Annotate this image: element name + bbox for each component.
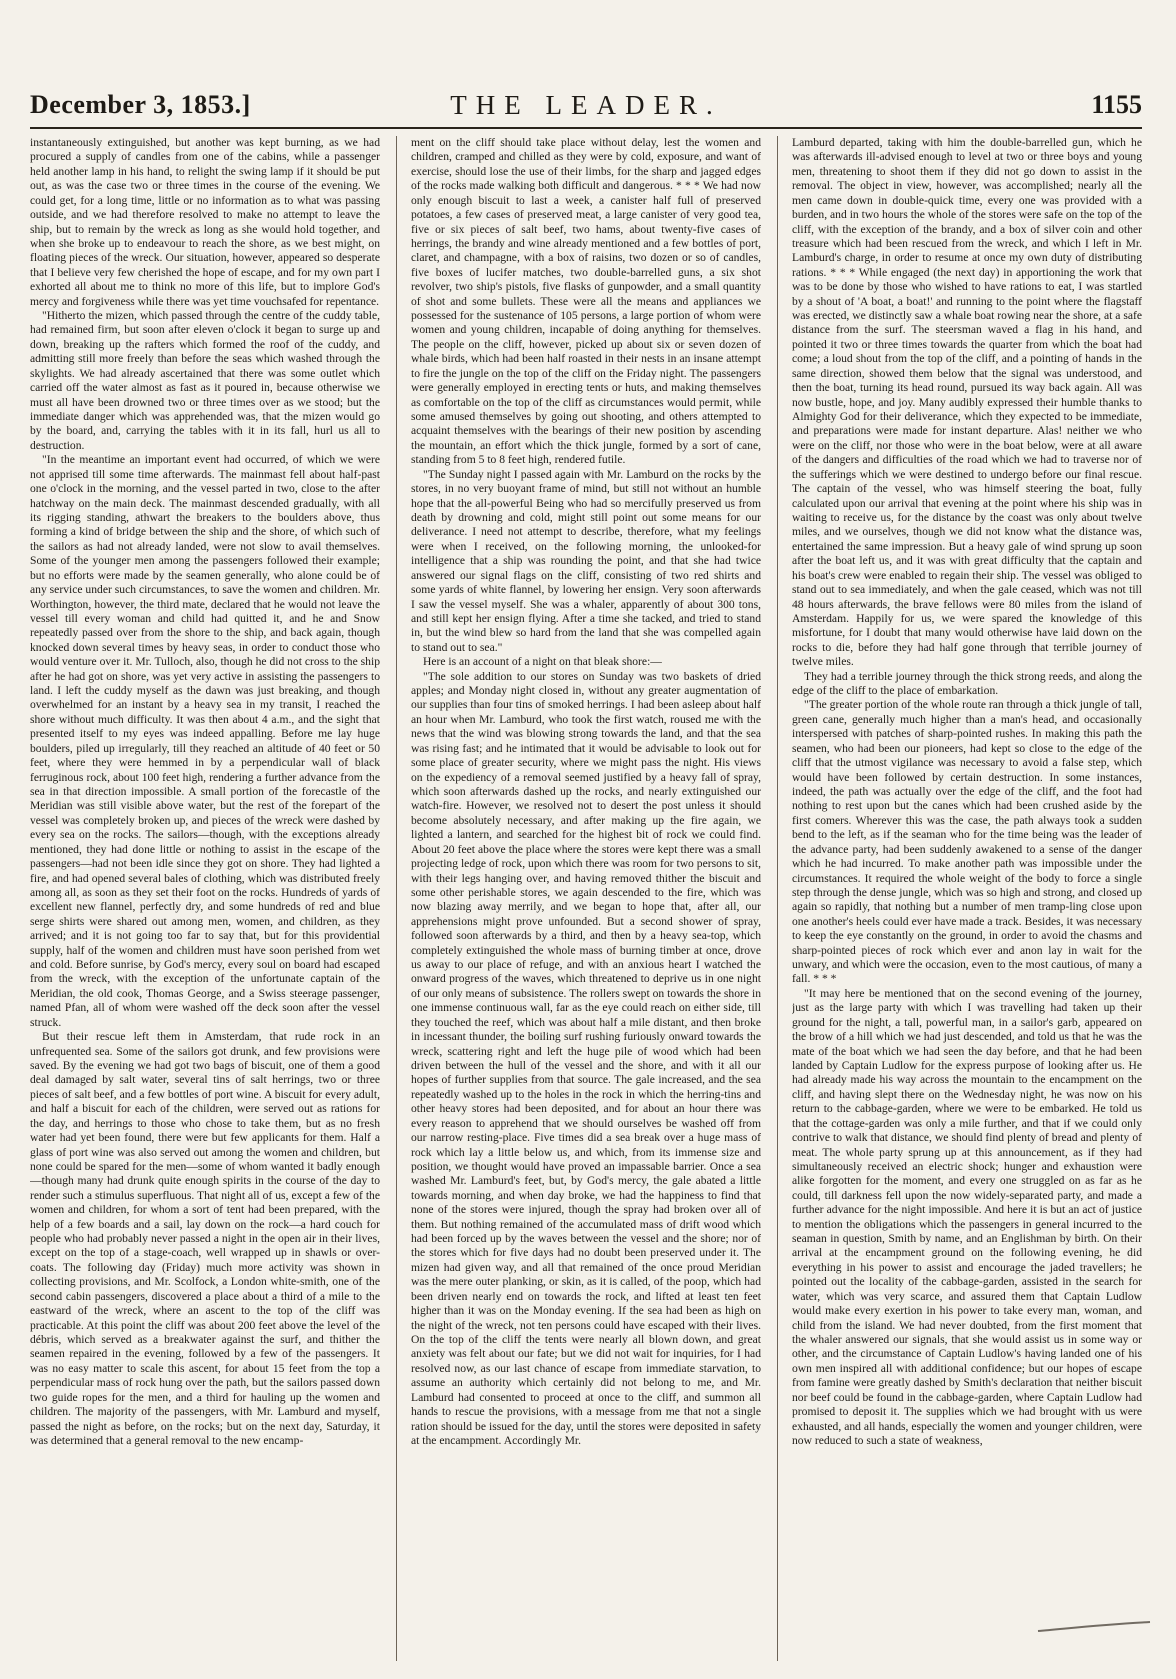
paragraph: ment on the cliff should take place without delay, lest the women and children, cramped and chilled as they were by cold, exposure, and want of exercise, should lose the use of their limbs, for the sharp and jagged edges of the rocks made walking both difficult and dangerous. * * * We had now only enough biscuit to last a week, a canister half full of preserved potatoes, a few cases of preserved meat, a large canister of very good tea, five or six pieces of salt beef, two hams, about twenty-five cases of herrings, the brandy and wine already mentioned and a few bottles of port, claret, and champagne, with a box of raisins, two dozen or so of candles, five boxes of lucifer matches, two double-barrelled guns, a six shot revolver, two ship's pistols, five flasks of gunpowder, and a small quantity of shot and some bullets. These were all the means and appliances we possessed for the sustenance of 105 persons, a large portion of whom were women and young children, incapable of doing anything for themselves. The people on the cliff, however, picked up about six or seven dozen of whale birds, which had been half roasted in their nests in an insane attempt to fire the jungle on the top of the cliff on the Friday night. The passengers were generally employed in erecting tents or huts, and making themselves as comfortable on the top of the cliff as circumstances would permit, while some amused themselves by going out shooting, and others attempted to acquaint themselves with the bearings of their new position by ascending the mountain, an effort which the thick jungle, formed by a sort of cane, standing from 5 to 8 feet high, rendered futile. xyxy=(411,136,761,467)
page-number: 1155 xyxy=(1091,90,1142,119)
paragraph: Lamburd departed, taking with him the double-barrelled gun, which he was afterwards ill-advised enough to level at two or three boys and young men, threatening to shoot them if they did not go down to assist in the removal. The object in view, however, was accomplished; nearly all the men came down in double-quick time, every one was provided with a burden, and in two hours the whole of the stores were safe on the top of the cliff, with the exception of the brandy, and a box of silver coin and other treasure which had been rescued from the wreck, and which I left in Mr. Lamburd's charge, in order to resume at once my own duty of distributing rations. * * * While engaged (the next day) in apportioning the work that was to be done by those who wished to have rations to eat, I was startled by a shout of 'A boat, a boat!' and running to the point where the flagstaff was erected, we distinctly saw a whale boat rowing near the shore, at a safe distance from the surf. The steersman waved a flag in his hand, and pointed it two or three times towards the quarter from which the boat had come; a loud shout from the top of the cliff, and a pointing of hands in the same direction, showed them below that the signal was understood, and then the boat, turning its head round, pursued its way back again. All was now bustle, hope, and joy. Many audibly expressed their humble thanks to Almighty God for their deliverance, which they expected to be immediate, and preparations were made for instant departure. Alas! neither we who were on the cliff, nor those who were in the boat below, were at all aware of the dangers and difficulties of the road which we had to traverse nor of the sufferings which we were destined to undergo before our final rescue. The captain of the vessel, who was himself steering the boat, fully calculated upon our arrival that evening at the point where his ship was in waiting to receive us, for the distance by the coast was only about twelve miles, and we ourselves, though we did not know what the distance was, entertained the same impression. But a heavy gale of wind sprung up soon after the boat left us, and it was with great difficulty that the captain and his boat's crew were enabled to regain their ship. The vessel was obliged to stand out to sea immediately, and when the gale ceased, which was not till 48 hours afterwards, the brave fellows were 80 miles from the island of Amsterdam. Happily for us, we were spared the knowledge of this misfortune, for I doubt that many would otherwise have laid down on the rocks to die, before they had half gone through that terrible journey of twelve miles. xyxy=(792,136,1142,669)
column-divider xyxy=(777,136,778,1661)
header-rule xyxy=(30,127,1142,129)
column-1 xyxy=(30,136,380,1666)
column-2 xyxy=(411,136,761,1666)
newspaper-title: THE LEADER. xyxy=(450,90,722,120)
paragraph: instantaneously extinguished, but another was kept burning, as we had procured a supply of candles from one of the cabins, while a passenger held another lamp in his hand, to relight the swing lamp if it should be put out, as was the case two or three times in the course of the evening. We could get, for a long time, little or no information as to what was passing outside, and we had therefore resolved to make no attempt to leave the ship, but to remain by the wreck as long as she would hold together, and when she broke up to endeavour to reach the shore, as we best might, on floating pieces of the wreck. Our situation, however, appeared so desperate that I believe very few cherished the hope of escape, and for my own part I exhorted all about me to think no more of this life, but to implore God's mercy and forgiveness while there was yet time vouchsafed for repentance. xyxy=(30,136,380,308)
paragraph: But their rescue left them in Amsterdam, that rude rock in an unfrequented sea. Some of the sailors got drunk, and few provisions were saved. By the evening we had got two bags of biscuit, one of them a good deal damaged by salt water, several tins of salt herrings, two or three pieces of salt beef, and a few bottles of port wine. A biscuit for every adult, and half a biscuit for each of the children, were served out as rations for the day, and herrings to those who chose to take them, but as no fresh water had yet been found, there were but few applicants for them. Half a glass of port wine was also served out among the women and children, but none could be spared for the men—some of whom wanted it badly enough—though many had drunk quite enough spirits in the course of the day to render such a stimulus superfluous. That night all of us, except a few of the women and children, for whom a sort of tent had been prepared, with the help of a few boards and a sail, lay down on the rock—a hard couch for people who had probably never passed a night in the open air in their lives, except on the top of a stage-coach, well wrapped up in shawls or over-coats. The following day (Friday) much more activity was shown in collecting provisions, and Mr. Scolfock, a London white-smith, one of the second cabin passengers, discovered a place about a third of a mile to the eastward of the wreck, where an ascent to the top of the cliff was practicable. At this point the cliff was about 200 feet above the level of the débris, which served as a breakwater against the surf, and thither the seamen repaired in the evening, followed by a few of the passengers. It was no easy matter to scale this ascent, for about 15 feet from the top a perpendicular mass of rock hung over the path, but the sailors passed down two guide ropes for the men, and a third for hauling up the women and children. The majority of the passengers, with Mr. Lamburd and myself, passed the night as before, on the rocks; but on the next day, Saturday, it was determined that a general removal to the new encamp- xyxy=(30,1030,380,1447)
paragraph: "The sole addition to our stores on Sunday was two baskets of dried apples; and Monday night closed in, without any greater augmentation of our supplies than four tins of smoked herrings. I had been asleep about half an hour when Mr. Lamburd, who took the first watch, roused me with the news that the wind was blowing strong towards the land, and that the sea was rising fast; and he intimated that it would be advisable to look out for some place of greater security, where we might pass the night. His views on the expediency of a removal seemed justified by a heavy fall of spray, which soon afterwards dashed up the rocks, and nearly extinguished our watch-fire. However, we resolved not to desert the post unless it should become absolutely necessary, and after making up the fire again, we lighted a lantern, and searched for the highest bit of rock we could find. About 20 feet above the place where the stores were kept there was a small projecting ledge of rock, upon which there was room for two persons to sit, with their legs hanging over, and having removed thither the biscuit and some other perishable stores, we again descended to the fire, which was now blazing away merrily, and we began to hope that, after all, our apprehensions might prove unfounded. But a second shower of spray, followed soon afterwards by a third, and then by a heavy sea-top, which completely extinguished the whole mass of burning timber at once, drove us away to our place of refuge, and with an anxious heart I watched the onward progress of the waves, which threatened to deprive us in one night of our only means of subsistence. The rollers swept on towards the shore in one immense continuous wall, far as the eye could reach on either side, till they touched the reef, which was about half a mile distant, and then broke in incessant thunder, the boiling surf rushing furiously onward towards the wreck, scattering right and left the huge pile of wood which had been driven between the hull of the vessel and the shore, and with it all our hopes of further supplies from that source. The gale increased, and the sea repeatedly washed up to the holes in the rock in which the herring-tins and other heavy stores had been deposited, and for about an hour there was every reason to apprehend that we should ourselves be washed off from our narrow resting-place. Five times did a sea break over a huge mass of rock which lay a little below us, and which, from its immense size and position, we thought would have proved an impassable barrier. Once a sea washed Mr. Lamburd's feet, but, by God's mercy, the gale abated a little towards morning, and when day broke, we had the happiness to find that none of the stores were injured, though the spray had broken over all of them. But nothing remained of the accumulated mass of drift wood which had been forced up by the waves between the vessel and the shore; nor of the stores which for five days had no doubt been preserved under it. The mizen had given way, and all that remained of the once proud Meridian was the mere outer planking, or skin, as it is called, of the poop, which had been driven nearly end on towards the rock, and lifted at least ten feet higher than it was on the Monday evening. If the sea had been as high on the night of the wreck, not ten persons could have escaped with their lives. On the top of the cliff the tents were nearly all blown down, and great anxiety was felt about our fate; but we did not wait for inquiries, for I had resolved now, as our last chance of escape from immediate starvation, to assume an authority which certainly did not belong to me, and Mr. Lamburd had consented to proceed at once to the cliff, and summon all hands to rescue the provisions, with a message from me that not a single ration should be issued for the day, until the stores were deposited in safety at the encampment. Accordingly Mr. xyxy=(411,669,761,1447)
paragraph: Here is an account of a night on that bleak shore:— xyxy=(423,655,662,669)
masthead xyxy=(30,90,1142,126)
paragraph: "The Sunday night I passed again with Mr. Lamburd on the rocks by the stores, in no very buoyant frame of mind, but still not without an humble hope that the all-powerful Being who had so mercifully preserved us from death by drowning and cold, might still point out some means for our deliverance. I need not attempt to describe, therefore, what my feelings were when I received, on the following morning, the unlooked-for intelligence that a ship was rounding the point, and that she had twice answered our signal flags on the cliff, consisting of two red shirts and some yards of white flannel, by lowering her ensign. Very soon afterwards I saw the vessel myself. She was a whaler, apparently of about 300 tons, and still kept her ensign flying. After a time she tacked, and tried to stand in, but the wind blew so hard from the land that she was compelled again to stand out to sea." xyxy=(411,467,761,654)
column-3 xyxy=(792,136,1142,1666)
paragraph: "In the meantime an important event had occurred, of which we were not apprised till some time afterwards. The mainmast fell about half-past one o'clock in the morning, and the vessel parted in two, close to the after hatchway on the main deck. The mainmast descended gradually, with all its rigging standing, athwart the breakers to the boulders above, thus forming a kind of bridge between the ship and the shore, of which such of the sailors as had not already landed, were not slow to avail themselves. Some of the younger men among the passengers followed their example; but no efforts were made by the seamen generally, who alone could be of any service under such circumstances, to save the women and children. Mr. Worthington, however, the third mate, declared that he would not leave the vessel till every woman and child had quitted it, and he and Snow repeatedly passed over from the shore to the ship, and back again, though knocked down several times by heavy seas, in order to conduct those who would venture over it. Mr. Tulloch, also, though he did not cross to the ship after he had got on shore, was yet very active in assisting the passengers to land. I left the cuddy myself as the dawn was just breaking, and though overwhelmed for an instant by a heavy sea in my transit, I reached the shore without much difficulty. It was then about 4 a.m., and the sight that presented itself to my eyes was indeed appalling. Before me lay huge boulders, piled up irregularly, till they reached an altitude of 40 feet or 50 feet, where they were hemmed in by a perpendicular wall of black ferruginous rock, about 100 feet high, rendering a further advance from the sea in that direction impossible. A small portion of the forecastle of the Meridian was still visible above water, but the rest of the forepart of the vessel was completely broken up, and pieces of the wreck were dashed by every sea on the rocks. The sailors—though, with the exceptions already mentioned, they had done little or nothing to assist in the escape of the passengers—had not been idle since they got on shore. They had lighted a fire, and had opened several bales of clothing, which was distributed freely among all, as soon as they set their foot on the rocks. Hundreds of yards of excellent new flannel, perfectly dry, and some hundreds of red and blue serge shirts were shared out among men, women, and children, as they arrived; and it is not going too far to say that, but for this providential supply, half of the women and children must have soon perished from wet and cold. Before sunrise, by God's mercy, every soul on board had escaped from the wreck, with the exception of the unfortunate captain of the Meridian, the old cook, Thomas George, and a Swiss steerage passenger, named Pfan, all of whom were washed off the deck soon after the vessel struck. xyxy=(30,453,380,1029)
column-divider xyxy=(396,136,397,1661)
paragraph: "The greater portion of the whole route ran through a thick jungle of tall, green cane, generally much higher than a man's head, and occasionally interspersed with patches of sharp-pointed rushes. In making this path the seamen, who had been our pioneers, had kept so close to the edge of the cliff that the utmost vigilance was necessary to avoid a false step, which would have been followed by certain destruction. In some instances, indeed, the path was actually over the edge of the cliff, and the foot had nothing to rest upon but the canes which had been crushed aside by the first comers. Wherever this was the case, the path always took a sudden bend to the left, as if the seaman who for the time being was the leader of the advance party, had been suddenly awakened to a sense of the danger which he had incurred. To make another path was impossible under the circumstances. It required the whole weight of the body to force a single step through the dense jungle, which was so high and strong, and closed up again so rapidly, that nothing but a number of men tramp-ling close upon one another's heels could ever have made a track. Besides, it was necessary to keep the eye constantly on the ground, in order to avoid the chasms and sharp-pointed pieces of rock which ever and anon lay in wait for the unwary, and which were the occasion, even to the most cautious, of many a fall. * * * xyxy=(792,698,1142,986)
paragraph: They had a terrible journey through the thick strong reeds, and along the edge of the cliff to the place of embarkation. xyxy=(792,669,1142,698)
paragraph: "It may here be mentioned that on the second evening of the journey, just as the large party with which I was travelling had taken up their ground for the night, a tall, powerful man, in a sailor's garb, appeared on the brow of a hill which we had just descended, and told us that he was the mate of the boat which we had seen the day before, and that he had been landed by Captain Ludlow for the express purpose of looking after us. He had already made his way across the mountain to the encampment on the cliff, and having slept there on the Wednesday night, he was now on his return to the cabbage-garden, where we were to be embarked. He told us that the cottage-garden was only a mile further, and that if we could only contrive to walk that distance, we should find plenty of bread and plenty of meat. The whole party sprung up at this announcement, as if they had simultaneously received an electric shock; hunger and exhaustion were alike forgotten for the moment, and every one struggled on as far as he could, till darkness fell upon the now widely-separated party, and made a further advance for the night impossible. And here it is but an act of justice to mention the obligations which the passengers in general incurred to the seaman in question, Smith by name, and an Englishman by birth. On their arrival at the encampment ground on the following evening, he did everything in his power to assist and encourage the jaded travellers; he pointed out the locality of the cabbage-garden, assisted in the search for water, which was very scarce, and assured them that Captain Ludlow would make every exertion in his power to take every man, woman, and child from the island. We had never doubted, from the first moment that the whaler answered our signals, that she would assist us in some way or other, and the circumstance of Captain Ludlow's having landed one of his own men inspired all with additional confidence; but our hopes of escape from famine were greatly dashed by Smith's declaration that neither biscuit nor beef could be found in the cabbage-garden, where Captain Ludlow had promised to deposit it. The supplies which we had brought with us were exhausted, and all hands, especially the women and younger children, were now reduced to such a state of weakness, xyxy=(792,986,1142,1447)
ink-smudge xyxy=(1034,1620,1154,1634)
issue-date: December 3, 1853.] xyxy=(30,90,251,119)
paragraph: "Hitherto the mizen, which passed through the centre of the cuddy table, had remained firm, but soon after eleven o'clock it began to surge up and down, breaking up the rafters which formed the roof of the cuddy, and admitting still more freely than before the seas which washed through the skylights. We had already ascertained that there was some outlet which carried off the water almost as fast as it poured in, because otherwise we must all have been drowned two or three times over as we stood; but the immediate danger which was apprehended was, that the mizen would go by the board, and, carrying the tables with it in its fall, hurl us all to destruction. xyxy=(30,309,380,452)
